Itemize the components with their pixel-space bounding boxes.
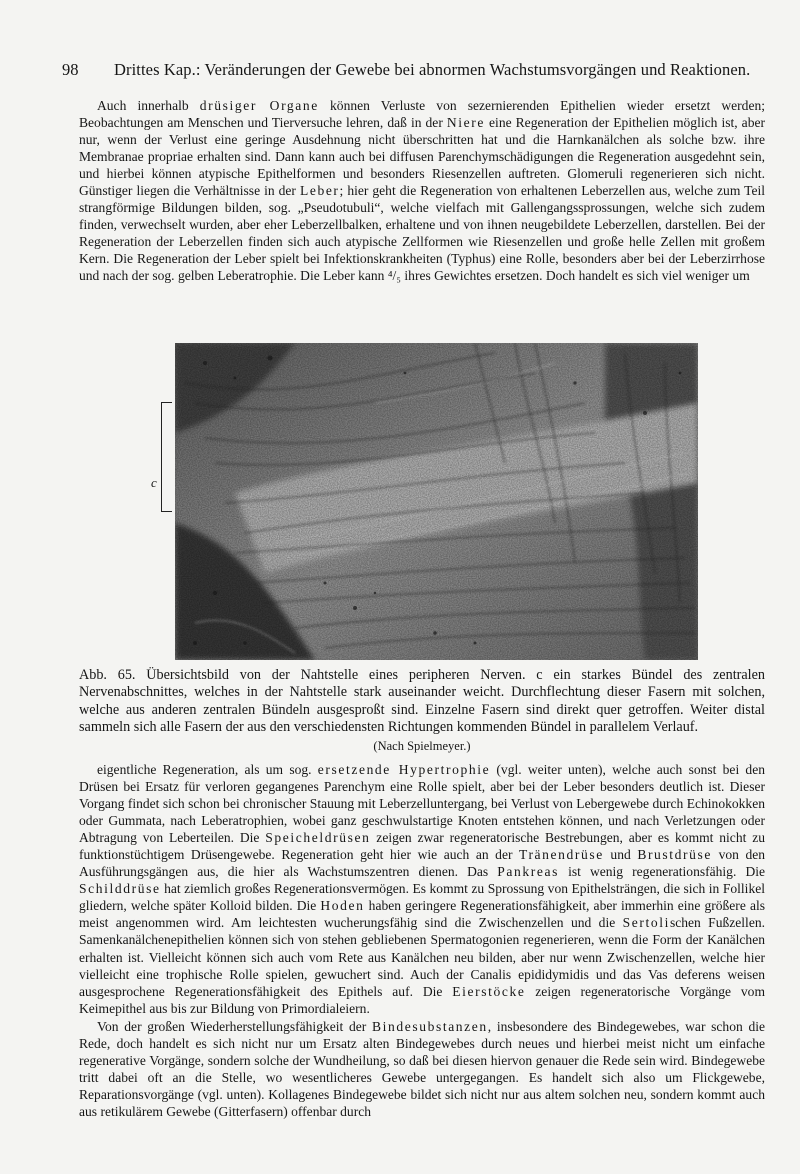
page-number: 98 [62, 60, 79, 79]
spaced-term: Pankreas [497, 864, 559, 880]
paragraph-hypertrophy [79, 761, 765, 1017]
text-run: können Verluste von sezernierenden Epithelien wieder ersetzt werden; Beobachtungen am Menschen und Tierversuche lehren, daß in der [79, 98, 765, 131]
text-run: schen Fußzellen. Samenkanälchenepithelien können sich von stehen gebliebenen Spermatogonien regenerieren, wenn die Form der Kanälchen erhalten ist. Vielleicht können sich auch vom Rete aus Kanälchen neu bilden, aber nur wenn Zwischenzellen, welche hier vielleicht eine trophische Rolle spielen, gewuchert sind. Auch der Canalis epididymidis und das Vas deferens weisen ausgesprochene Regenerationsfähigkeit des Epithels auf. Die [79, 915, 765, 999]
body-text-top [79, 97, 765, 285]
figure-caption [79, 667, 765, 755]
spaced-term: Schilddrüse [79, 881, 161, 897]
text-run: (vgl. weiter unten), welche auch sonst bei den Drüsen bei Ersatz für verloren gegangenes Parenchym eine Rolle spielt, aber bei der Leber besonders deutlich ist. Dieser Vorgang findet sich schon bei chronischer Stauung mit Leberzelluntergang, bei Verlust von Lebergewebe durch Echinokokken oder Gummata, nach Leberatrophien, wobei ganz geschwulstartige Knoten entstehen können, und nach Verletzungen oder Abtragung von Leberteilen. Die [79, 762, 765, 846]
body-text-bottom [79, 761, 765, 1120]
spaced-term: ersetzende Hypertrophie [317, 762, 491, 777]
nerve-micrograph [175, 343, 698, 660]
text-run: zeigen zwar regeneratorische Bestrebungen, aber es kommt nicht zu funktionstüchtigem Drüsengewebe. Regeneration geht hier wie auch an der [79, 830, 765, 863]
text-run: ; hier geht die Regeneration von erhaltenen Leberzellen aus, welche zum Teil strangförmige Bildungen bilden, sog. „Pseudotubuli“, welche vielfach mit Gallengangssprossungen, welche sich zudem finden, verwechselt wurden, aber eher Leberzellbalken, erhaltene und von ihnen neugebildete Leberzellen, darstellen. Bei der Regeneration der Leberzellen finden sich auch atypische Zellformen wie Riesenzellen und große helle Zellen mit großem Kern. Die Regeneration der Leber spielt bei Infektionskrankheiten (Typhus) eine Rolle, besonders aber bei der Leberzirrhose und nach der sog. gelben Leberatrophie. Die Leber kann ⁴/₅ ihres Gewichtes ersetzen. Doch handelt es sich viel weniger um [79, 183, 765, 284]
spaced-term: Brustdrüse [637, 847, 713, 863]
figure-bracket [161, 402, 172, 512]
text-run: zeigen regeneratorische Vorgänge vom Keimepithel aus bis zur Bildung von Primordialeiern. [79, 983, 765, 1016]
paragraph-glands [79, 97, 765, 285]
text-run: Von der großen Wiederherstellungsfähigkeit der [97, 1018, 372, 1034]
text-run: eigentliche Regeneration, als um sog. [97, 762, 318, 777]
spaced-term: Hoden [320, 898, 365, 914]
figure-credit: (Nach Spielmeyer.) [373, 739, 471, 754]
text-run: und [603, 847, 638, 863]
caption-text: Abb. 65. Übersichtsbild von der Nahtstelle eines peripheren Nerven. c ein starkes Bündel des zentralen Nervenabschnittes, welches in der Nahtstelle stark auseinander weicht. Durchflechtung dieser Fasern mit solchen, welche aus anderen zentralen Bündeln ausgesproßt sind. Einzelne Fasern sind direkt quer getroffen. Weiter distal sammeln sich alle Fasern der aus den verschiedensten Richtungen kommenden Bündel in parallelem Verlauf. [79, 667, 765, 735]
spaced-term: Leber [299, 183, 340, 199]
paragraph-connective-tissue [79, 1018, 765, 1120]
spaced-term: Speicheldrüsen [265, 830, 371, 846]
spaced-term: Tränendrüse [519, 847, 604, 863]
micrograph-illustration [175, 343, 698, 660]
spaced-term: Niere [446, 115, 485, 131]
text-run: haben geringere Regenerationsfähigkeit, aber immerhin eine größere als meist angenommen wird. Am leichtesten wucherungsfähig sind die Zwischenzellen und die [79, 898, 766, 931]
spaced-term: Sertoli [622, 915, 670, 931]
spaced-term: drüsiger Organe [199, 98, 319, 113]
text-run: hat ziemlich großes Regenerationsvermögen. Es kommt zu Sprossung von Epithelsträngen, die sich in Follikel gliedern, welche später Kolloid bilden. Die [79, 881, 765, 914]
text-run: Auch innerhalb [97, 98, 200, 113]
text-run: von den Ausführungsgängen aus, die hier als Wachstumszentren dienen. Das [79, 847, 766, 880]
running-head: Drittes Kap.: Veränderungen der Gewebe bei abnormen Wachstumsvorgängen und Reaktionen. [114, 60, 751, 79]
spaced-term: Bindesubstanzen [371, 1018, 488, 1034]
spaced-term: Eierstöcke [452, 983, 526, 999]
text-run: , insbesondere des Bindegewebes, war schon die Rede, doch handelt es sich nicht nur um Ersatz alten Bindegewebes durch neues und hierbei meist nicht um einfache regenerative Vorgänge, sondern solche der Wundheilung, so daß bei diesen hiervon genauer die Rede sein wird. Bindegewebe tritt dabei oft an die Stelle, wo wesentlicheres Gewebe untergegangen. Es handelt sich also um Flickgewebe, Reparationsvorgänge (vgl. unten). Kollagenes Bindegewebe bildet sich nicht nur aus altem solchen neu, sondern kommt auch aus retikulärem Gewebe (Gitterfasern) offenbar durch [79, 1018, 766, 1119]
figure-label-c: c [151, 475, 157, 490]
text-run: ist wenig regenerationsfähig. Die [558, 864, 765, 880]
text-run: eine Regeneration der Epithelien möglich ist, aber nur, wenn der Verlust eine geringe Ausdehnung nicht überschritten hat und die Harnkanälchen als solche bzw. ihre Membranae propriae erhalten sind. Dann kann auch bei diffusen Parenchymschädigungen die Regeneration ausgedehnt sein, und hierbei können atypische Epithelformen und besonders Riesenzellen auftreten. Glomeruli regenerieren sich nicht. Günstiger liegen die Verhältnisse in der [79, 115, 765, 199]
